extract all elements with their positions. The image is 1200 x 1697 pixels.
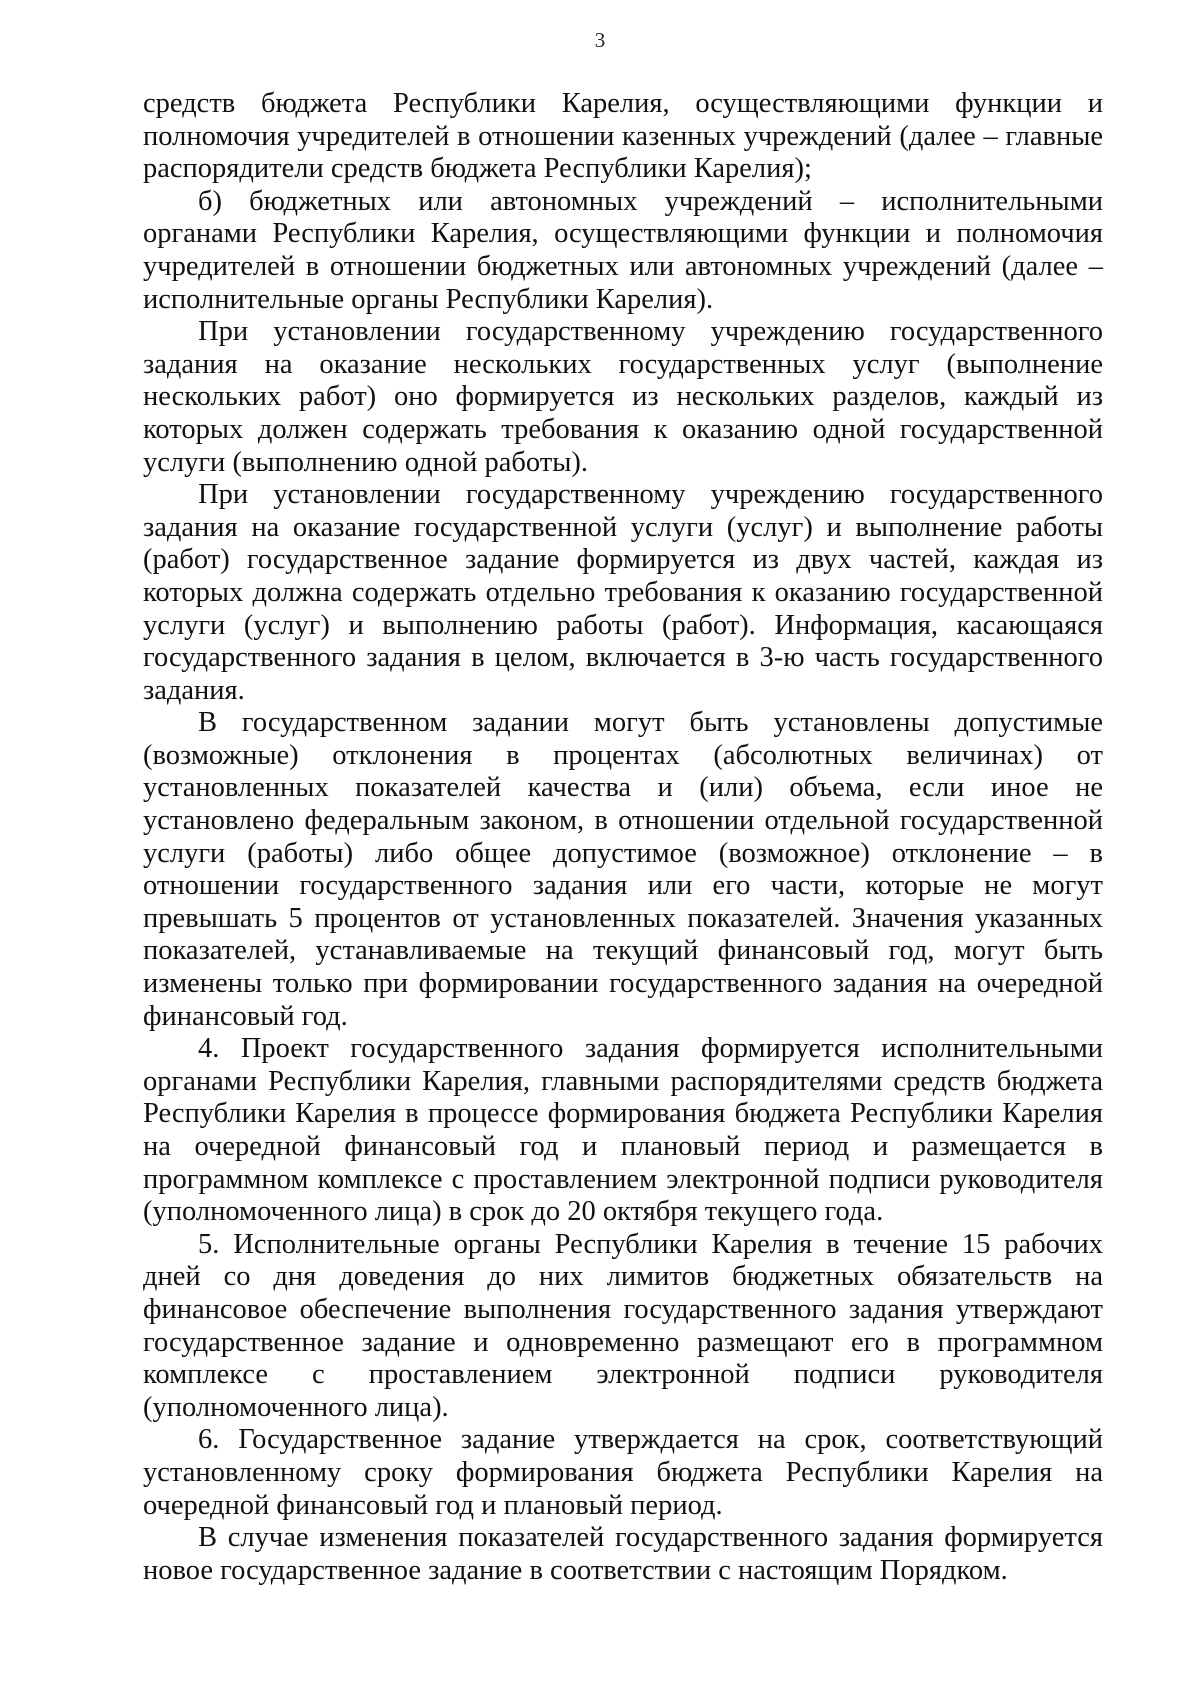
paragraph-deviations: В государственном задании могут быть установлены допустимые (возможные) отклонения в процентах (абсолютных величинах) от установленных показателей качества и (или) объема, если иное не установлено федеральным законом, в отношении отдельной государственной услуги (работы) либо общее допустимое (возможное) отклонение – в отношении государственного задания или его части, которые не могут превышать 5 процентов от установленных показателей. Значения указанных показателей, устанавливаемые на текущий финансовый год, могут быть изменены только при формировании государственного задания на очередной финансовый год. <box>143 707 1103 1032</box>
paragraph-item-6: 6. Государственное задание утверждается на срок, соответствующий установленному сроку формирования бюджета Республики Карелия на очередной финансовый год и плановый период. <box>143 1424 1103 1521</box>
paragraph-changes: В случае изменения показателей государственного задания формируется новое государственное задание в соответствии с настоящим Порядком. <box>143 1522 1103 1586</box>
paragraph-multiple-services: При установлении государственному учреждению государственного задания на оказание нескольких государственных услуг (выполнение нескольких работ) оно формируется из нескольких разделов, каждый из которых должен содержать требования к оказанию одной государственной услуги (выполнению одной работы). <box>143 316 1103 478</box>
paragraph-item-b: б) бюджетных или автономных учреждений – исполнительными органами Республики Карелия, осуществляющими функции и полномочия учредителей в отношении бюджетных или автономных учреждений (далее – исполнительные органы Республики Карелия). <box>143 185 1103 315</box>
paragraph-continuation: средств бюджета Республики Карелия, осуществляющими функции и полномочия учредителей в отношении казенных учреждений (далее – главные распорядители средств бюджета Республики Карелия); <box>143 88 1103 185</box>
page-number: 3 <box>594 28 606 52</box>
paragraph-services-and-works: При установлении государственному учреждению государственного задания на оказание государственной услуги (услуг) и выполнение работы (работ) государственное задание формируется из двух частей, каждая из которых должна содержать отдельно требования к оказанию государственной услуги (услуг) и выполнению работы (работ). Информация, касающаяся государственного задания в целом, включается в 3-ю часть государственного задания. <box>143 479 1103 706</box>
paragraph-item-5: 5. Исполнительные органы Республики Карелия в течение 15 рабочих дней со дня доведения до них лимитов бюджетных обязательств на финансовое обеспечение выполнения государственного задания утверждают государственное задание и одновременно размещают его в программном комплексе с проставлением электронной подписи руководителя (уполномоченного лица). <box>143 1228 1103 1423</box>
document-body <box>143 88 1103 1587</box>
paragraph-item-4: 4. Проект государственного задания формируется исполнительными органами Республики Карелия, главными распорядителями средств бюджета Республики Карелия в процессе формирования бюджета Республики Карелия на очередной финансовый год и плановый период и размещается в программном комплексе с проставлением электронной подписи руководителя (уполномоченного лица) в срок до 20 октября текущего года. <box>143 1033 1103 1228</box>
